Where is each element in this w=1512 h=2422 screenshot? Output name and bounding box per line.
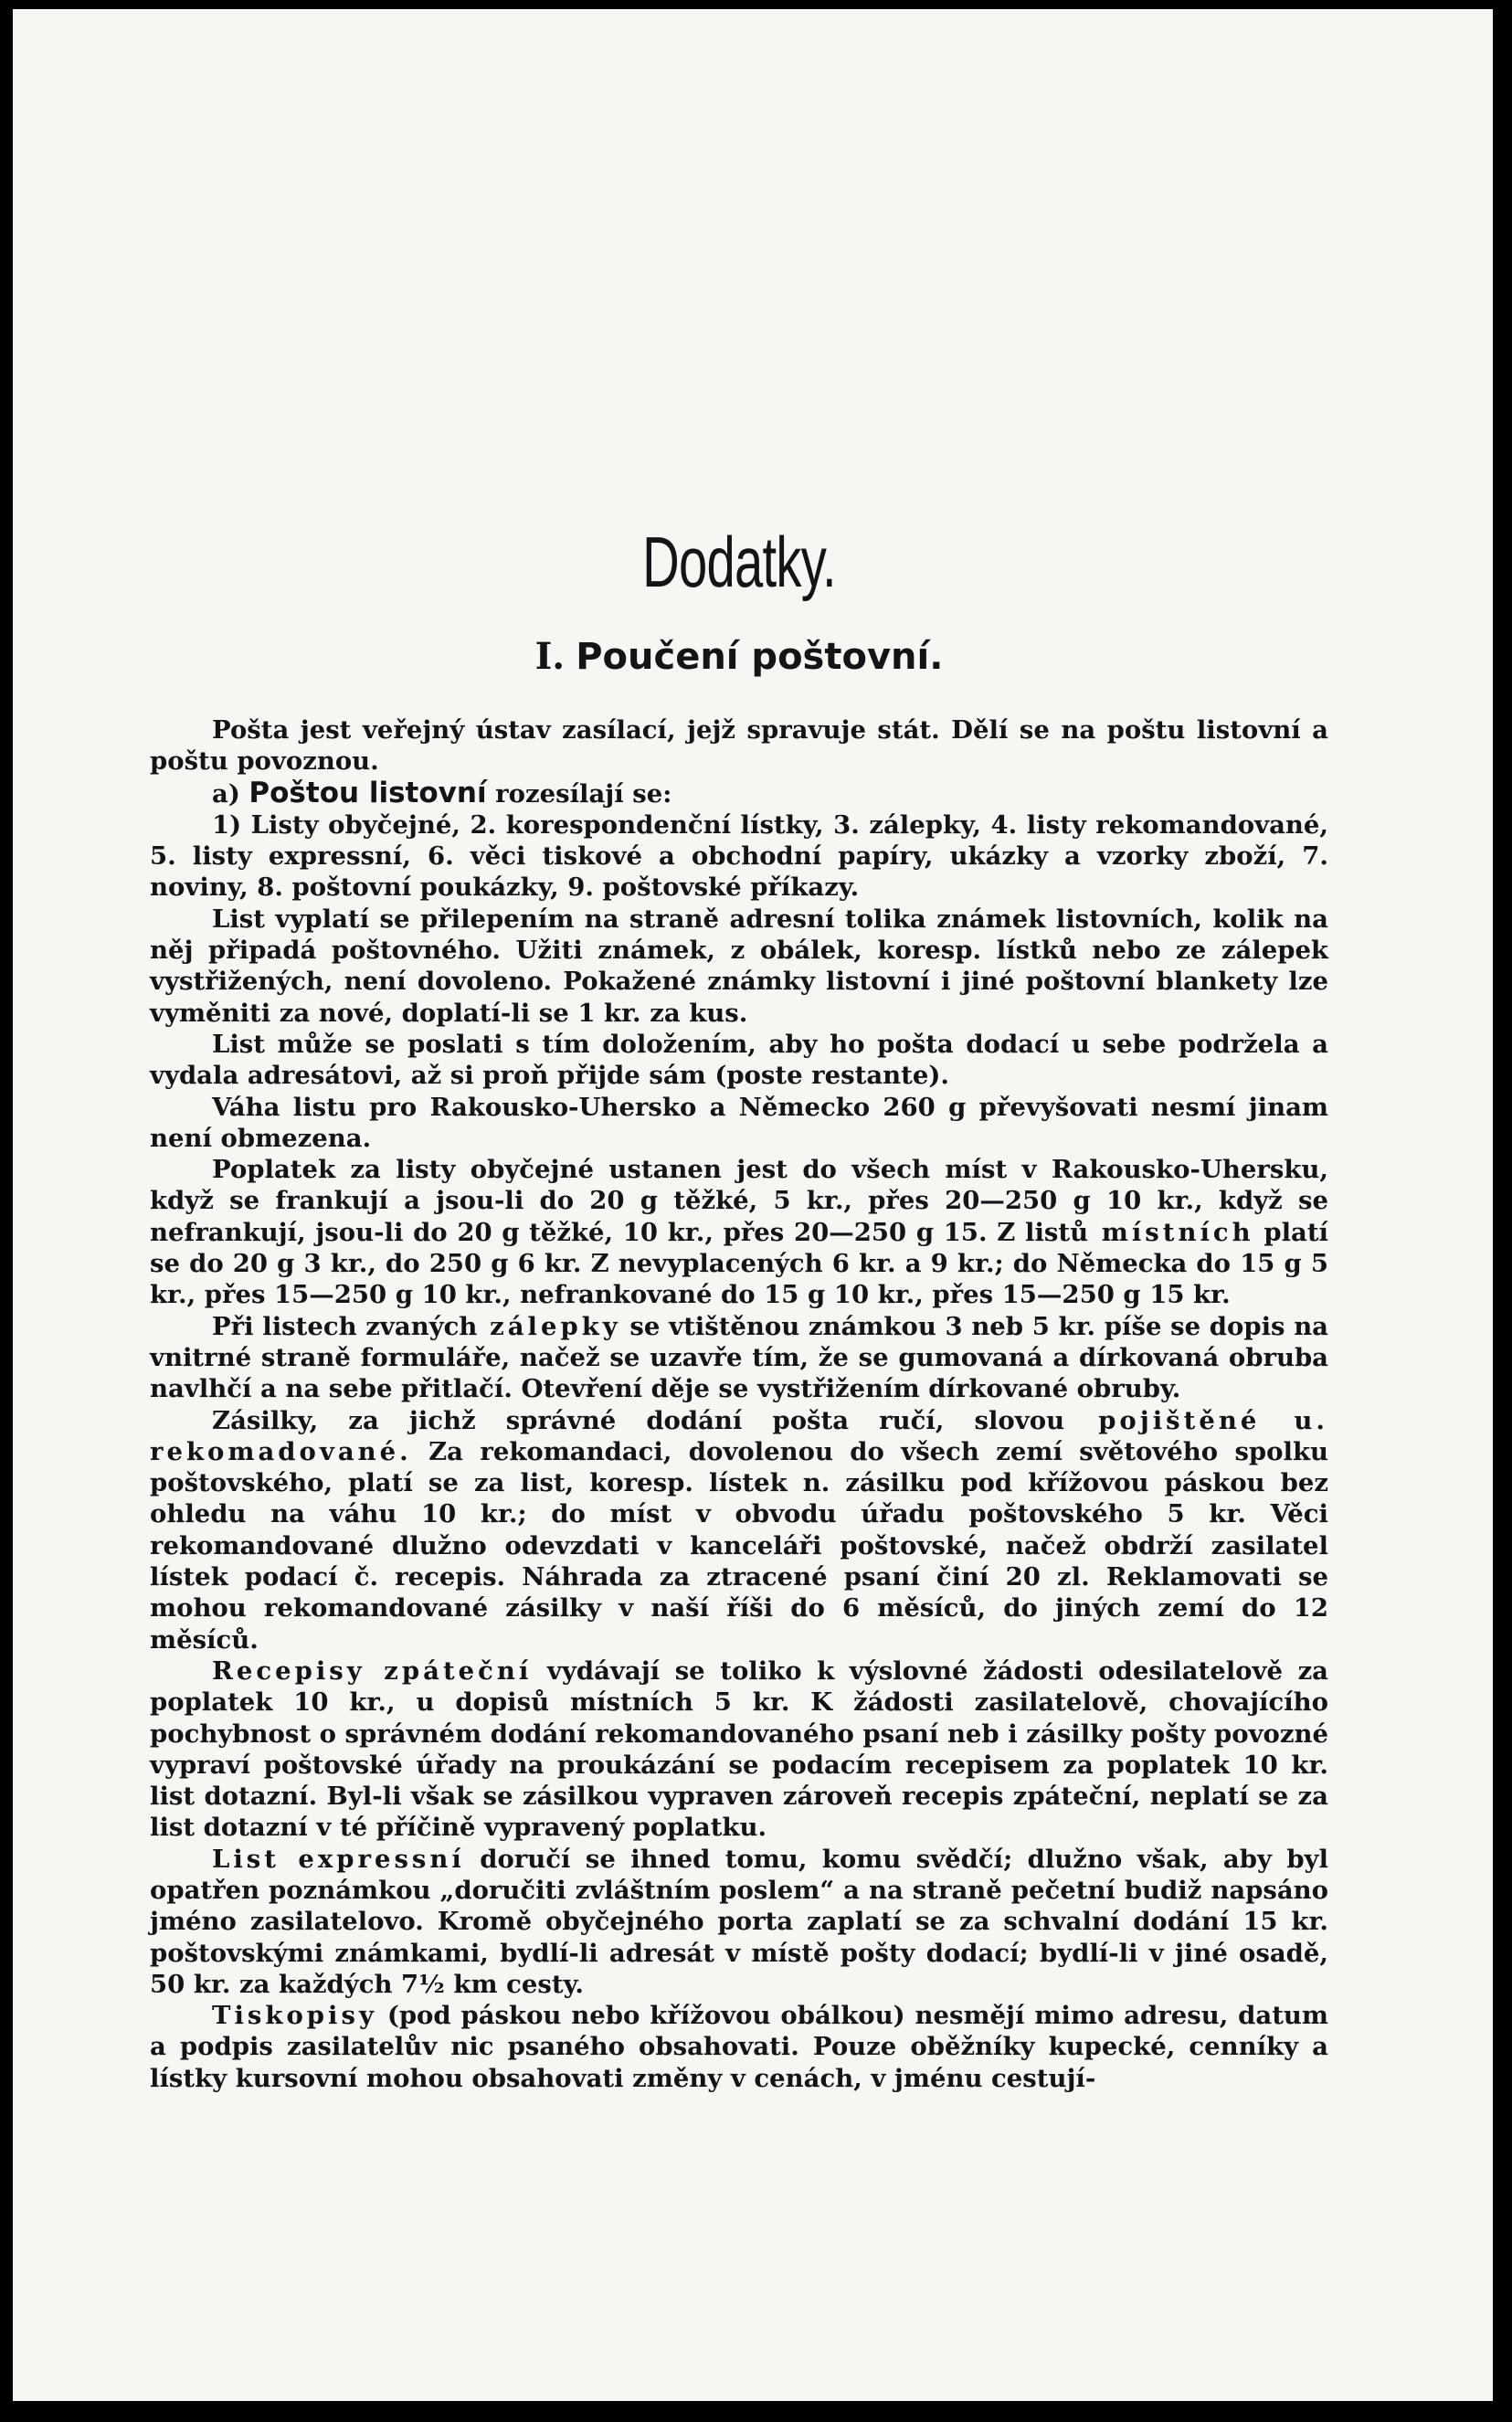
paragraph-text: 1) Listy obyčejné, 2. korespondenční lístky, 3. zálepky, 4. listy rekomandované, 5. listy expressní, 6. věci tiskové a obchodní papíry, ukázky a vzorky zboží, 7. noviny, 8. poštovní poukázky, 9. poštovské příkazy. xyxy=(150,809,1328,903)
paragraph-spaced: Tiskopisy xyxy=(212,2001,377,2031)
paragraph-rest: doručí se ihned tomu, komu svědčí; dlužno však, aby byl opatřen poznámkou „doručiti zvláštním poslem“ a na straně pečetní budiž napsáno jméno zasilatelovo. Kromě obyčejného porta zaplatí se za schvalní dodání 15 kr. poštovskými známkami, bydlí-li adresát v místě pošty dodací; bydlí-li v jiné osadě, 50 kr. za každých 7½ km cesty. xyxy=(150,1844,1328,1999)
paragraph-spaced: zálepky xyxy=(477,1311,621,1341)
paragraph xyxy=(150,809,1328,904)
paragraph-text: Pošta jest veřejný ústav zasílací, jejž spravuje stát. Dělí se na poštu listovní a poštu povoznou. xyxy=(150,715,1328,777)
paragraph-spaced: pojištěné u. rekomadované. xyxy=(150,1405,1329,1466)
paragraph xyxy=(150,777,1328,809)
paragraph-rest: Za rekomandaci, dovolenou do všech zemí světového spolku poštovského, platí se za list, koresp. lístek n. zásilku pod křížovou páskou bez ohledu na váhu 10 kr.; do míst v obvodu úřadu poštovského 5 kr. Věci rekomandované dlužno odevzdati v kanceláři poštovské, načež obdrží zasilatel lístek podací č. recepis. Náhrada za ztracené psaní činí 20 zl. Reklamovati se mohou rekomandované zásilky v naší říši do 6 měsíců, do jiných zemí do 12 měsíců. xyxy=(150,1436,1328,1655)
paragraph-text: List vyplatí se přilepením na straně adresní tolika známek listovních, kolik na něj připadá poštovného. Užiti známek, z obálek, koresp. lístků nebo ze zálepek vystřižených, není dovoleno. Pokažené známky listovní i jiné poštovní blankety lze vyměniti za nové, doplatí-li se 1 kr. za kus. xyxy=(150,904,1328,1028)
paragraph-spaced: List expressní xyxy=(212,1844,465,1874)
page-title: Dodatky. xyxy=(642,522,836,602)
book-page xyxy=(13,9,1493,2401)
paragraph xyxy=(150,714,1328,777)
paragraph-text: Zásilky, za jichž správné dodání pošta ručí, slovou xyxy=(212,1405,1065,1435)
paragraph xyxy=(150,1844,1328,2000)
paragraph xyxy=(150,1092,1328,1155)
paragraph-rest: (pod páskou nebo křížovou obálkou) nesmějí mimo adresu, datum a podpis zasilatelův nic psaného obsahovati. Pouze oběžníky kupecké, cenníky a lístky kursovní mohou obsahovati změny v cenách, v jménu cestují- xyxy=(150,2001,1328,2093)
paragraph xyxy=(150,1029,1328,1092)
paragraph-text: Při listech zvaných xyxy=(212,1311,478,1341)
page-content xyxy=(150,521,1328,2094)
paragraph xyxy=(150,904,1328,1029)
paragraph xyxy=(150,1405,1328,1655)
paragraph-text: Váha listu pro Rakousko-Uhersko a Německo 260 g převyšovati nesmí jinam není obmezena. xyxy=(150,1092,1328,1153)
paragraph-prefix: a) xyxy=(212,778,249,809)
paragraph-rest: se vtištěnou známkou 3 neb 5 kr. píše se dopis na vnitrné straně formuláře, načež se uzavře tím, že se gumovaná a dírkovaná obruba navlhčí a na sebe přitlačí. Otevření děje se vystřižením dírkované obruby. xyxy=(150,1311,1329,1404)
paragraph xyxy=(150,1311,1328,1405)
section-number: I. xyxy=(534,635,566,678)
paragraph-rest: vydávají se toliko k výslovné žádosti odesilatelově za poplatek 10 kr., u dopisů místních 5 kr. K žádosti zasilatelově, chovajícího pochybnost o správném dodání rekomandovaného psaní neb i zásilky pošty povozné vypraví poštovské úřady na proukázání se podacím recepisem za poplatek 10 kr. list dotazní. Byl-li však se zásilkou vypraven zároveň recepis zpáteční, neplatí se za list dotazní v té příčině vypravený poplatku. xyxy=(150,1655,1328,1843)
section-title: Poučení poštovní. xyxy=(576,636,944,678)
paragraph-text: Poplatek za listy obyčejné ustanen jest do všech míst v Rakousko-Uhersku, když se frankují a jsou-li do 20 g těžké, 5 kr., přes 20—250 g 10 kr., když se nefrankují, jsou-li do 20 g těžké, 10 kr., přes 20—250 g 15. Z listů xyxy=(150,1155,1328,1247)
paragraph-highlight: Poštou listovní xyxy=(248,776,487,809)
section-heading xyxy=(150,635,1328,678)
paragraph xyxy=(150,1154,1328,1310)
paragraph-spaced: Recepisy zpáteční xyxy=(212,1655,533,1686)
paragraph-rest: platí se do 20 g 3 kr., do 250 g 6 kr. Z nevyplacených 6 kr. a 9 kr.; do Německa do 15 g 5 kr., přes 15—250 g 10 kr., nefrankované do 15 g 10 kr., přes 15—250 g 15 kr. xyxy=(150,1217,1328,1310)
paragraph-text: rozesílají se: xyxy=(486,778,672,809)
paragraph-spaced: místních xyxy=(1088,1217,1254,1247)
paragraph xyxy=(150,1655,1328,1844)
paragraph xyxy=(150,2000,1328,2094)
paragraph-text: List může se poslati s tím doložením, aby ho pošta dodací u sebe podržela a vydala adresátovi, až si proň přijde sám (poste restante). xyxy=(150,1029,1328,1091)
